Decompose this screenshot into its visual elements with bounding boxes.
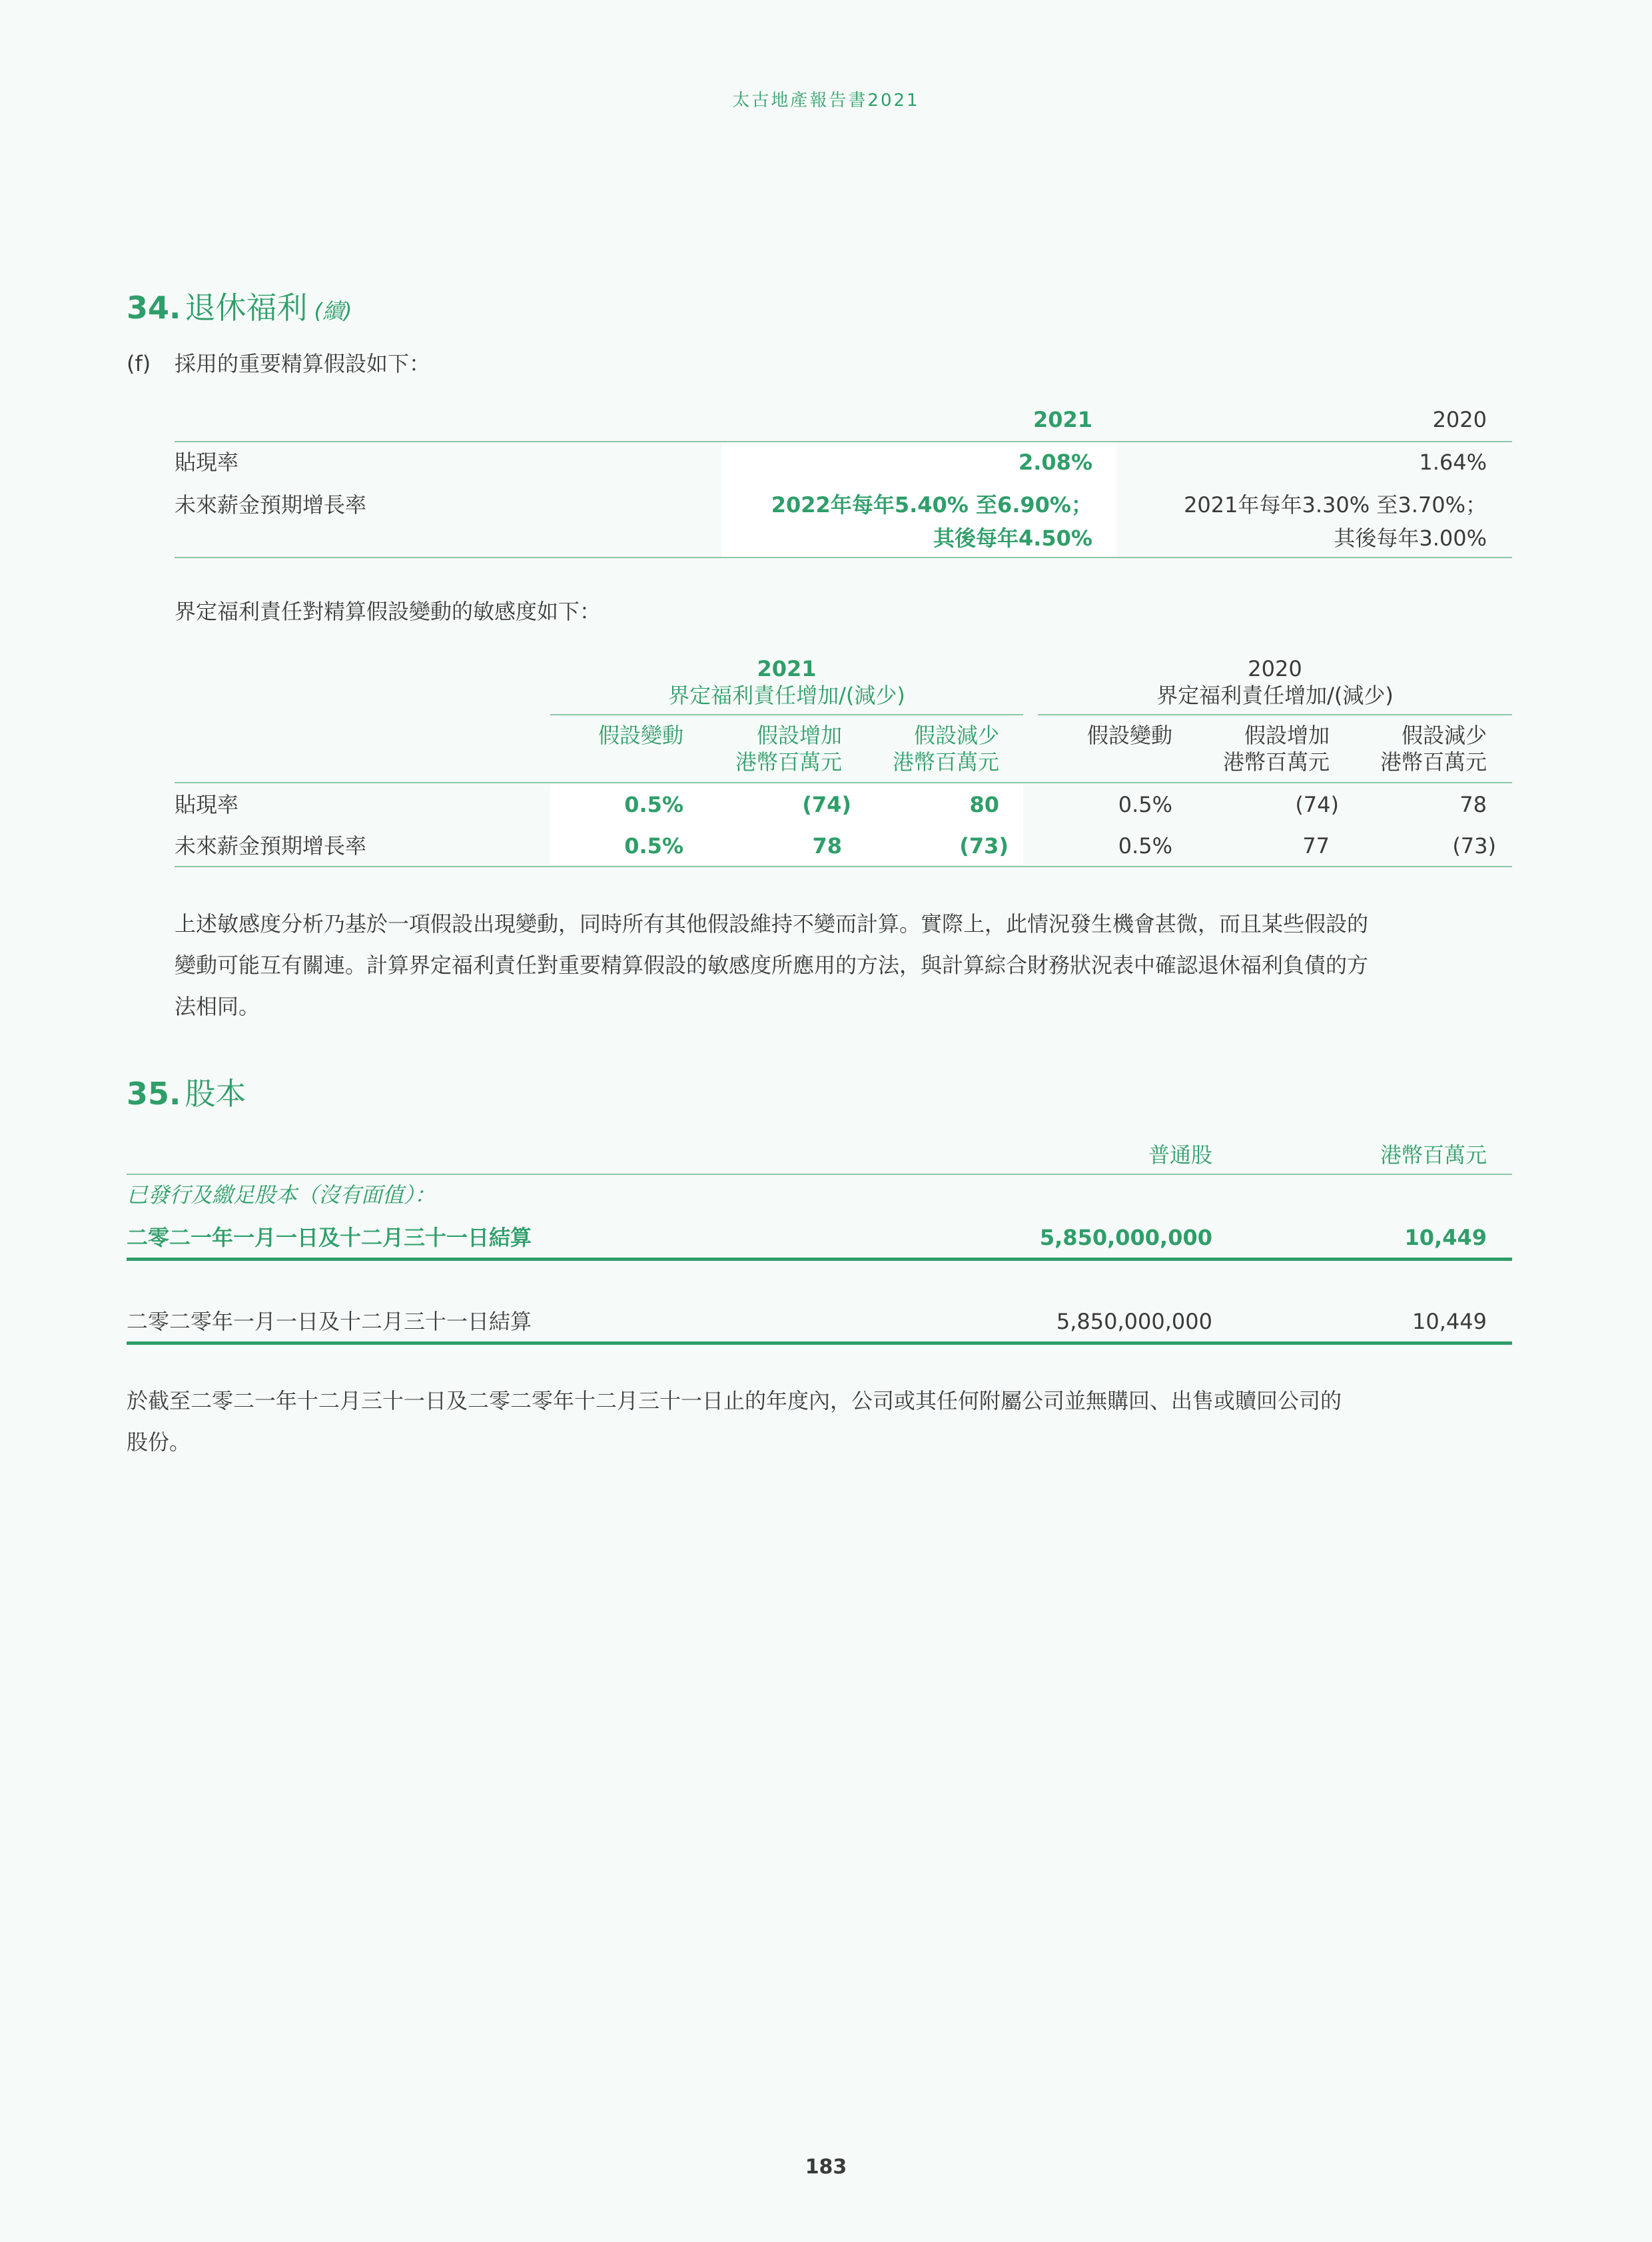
continued-label: (續) <box>314 298 352 324</box>
sub-header-increase-unit-2020: 港幣百萬元 <box>1222 749 1330 775</box>
sub-header-decrease-2021: 假設減少 <box>913 723 999 748</box>
note-line: 上述敏感度分析乃基於一項假設出現變動，同時所有其他假設維持不變而計算。實際上，此情況發生機會甚微，而且某些假設的 <box>175 911 1369 936</box>
note-line: 於截至二零二一年十二月三十一日及二零二零年十二月三十一日止的年度內，公司或其任何附屬公司並無購回、出售或贖回公司的 <box>127 1388 1342 1413</box>
group-2021-year: 2021 <box>757 656 817 681</box>
change-2020: 0.5% <box>1118 792 1172 817</box>
change-2021: 0.5% <box>624 833 683 859</box>
section-35-heading <box>127 1074 246 1114</box>
increase-2020: 77 <box>1302 833 1330 859</box>
row-label-salary-growth: 未來薪金預期增長率 <box>175 492 367 518</box>
discount-rate-2020: 1.64% <box>1419 450 1487 475</box>
decrease-2020: 78 <box>1459 792 1487 817</box>
section-title: 退休福利 <box>185 290 308 326</box>
sub-header-change-2021: 假設變動 <box>598 723 683 748</box>
col-header-hkd-million: 港幣百萬元 <box>1380 1142 1487 1168</box>
change-2021: 0.5% <box>624 792 683 817</box>
increase-2021: 78 <box>812 833 842 859</box>
note-line: 法相同。 <box>175 994 260 1019</box>
change-2020: 0.5% <box>1118 833 1172 859</box>
row-label: 貼現率 <box>175 792 239 817</box>
decrease-2021: 80 <box>969 792 999 817</box>
discount-rate-2021: 2.08% <box>1018 450 1092 475</box>
group-2020-year: 2020 <box>1248 656 1302 681</box>
sensitivity-note <box>175 903 1513 1027</box>
col-header-2020: 2020 <box>1432 407 1487 432</box>
note-line: 股份。 <box>127 1429 191 1455</box>
row-label: 未來薪金預期增長率 <box>175 833 367 859</box>
hkd-2020: 10,449 <box>1412 1309 1487 1334</box>
shares-2021: 5,850,000,000 <box>1039 1225 1212 1250</box>
decrease-2021: (73) <box>959 833 1009 859</box>
col-header-ordinary-shares: 普通股 <box>1148 1142 1212 1168</box>
sub-header-decrease-unit-2021: 港幣百萬元 <box>892 749 999 775</box>
row-label-2021: 二零二一年一月一日及十二月三十一日結算 <box>127 1225 532 1250</box>
sensitivity-intro: 界定福利責任對精算假設變動的敏感度如下： <box>175 599 602 624</box>
increase-2020: (74) <box>1295 792 1339 817</box>
page-number: 183 <box>805 2155 847 2179</box>
section-number: 34. <box>127 290 181 326</box>
share-capital-note <box>127 1380 1513 1463</box>
increase-2021: (74) <box>802 792 851 817</box>
group-2021-title: 界定福利責任增加/(減少) <box>668 683 905 708</box>
sub-header-increase-2020: 假設增加 <box>1244 723 1330 748</box>
item-intro: 採用的重要精算假設如下： <box>175 351 431 376</box>
sub-header-decrease-2020: 假設減少 <box>1401 723 1487 748</box>
section-34-heading <box>127 288 352 331</box>
decrease-2020: (73) <box>1452 833 1496 859</box>
sub-header-increase-unit-2021: 港幣百萬元 <box>735 749 842 775</box>
row-label-discount-rate: 貼現率 <box>175 450 239 475</box>
col-header-2021: 2021 <box>1032 407 1092 432</box>
salary-growth-2020-line2: 其後每年3.00% <box>1334 526 1487 551</box>
table-subheading: 已發行及繳足股本（沒有面值）： <box>127 1182 436 1208</box>
section-number: 35. <box>127 1076 181 1112</box>
section-title: 股本 <box>185 1076 246 1112</box>
sub-header-change-2020: 假設變動 <box>1086 723 1172 748</box>
row-label-2020: 二零二零年一月一日及十二月三十一日結算 <box>127 1309 532 1334</box>
item-label: (f) <box>127 351 151 376</box>
running-header: 太古地產報告書2021 <box>732 91 920 111</box>
salary-growth-2021-line1: 2022年每年5.40% 至6.90%； <box>771 492 1092 518</box>
salary-growth-2020-line1: 2021年每年3.30% 至3.70%； <box>1184 492 1487 518</box>
note-line: 變動可能互有關連。計算界定福利責任對重要精算假設的敏感度所應用的方法，與計算綜合財務狀況表中確認退休福利負債的方 <box>175 952 1369 978</box>
group-2020-title: 界定福利責任增加/(減少) <box>1156 683 1394 708</box>
sub-header-decrease-unit-2020: 港幣百萬元 <box>1380 749 1487 775</box>
hkd-2021: 10,449 <box>1404 1225 1487 1250</box>
sub-header-increase-2021: 假設增加 <box>756 723 842 748</box>
shares-2020: 5,850,000,000 <box>1056 1309 1212 1334</box>
salary-growth-2021-line2: 其後每年4.50% <box>933 526 1092 551</box>
